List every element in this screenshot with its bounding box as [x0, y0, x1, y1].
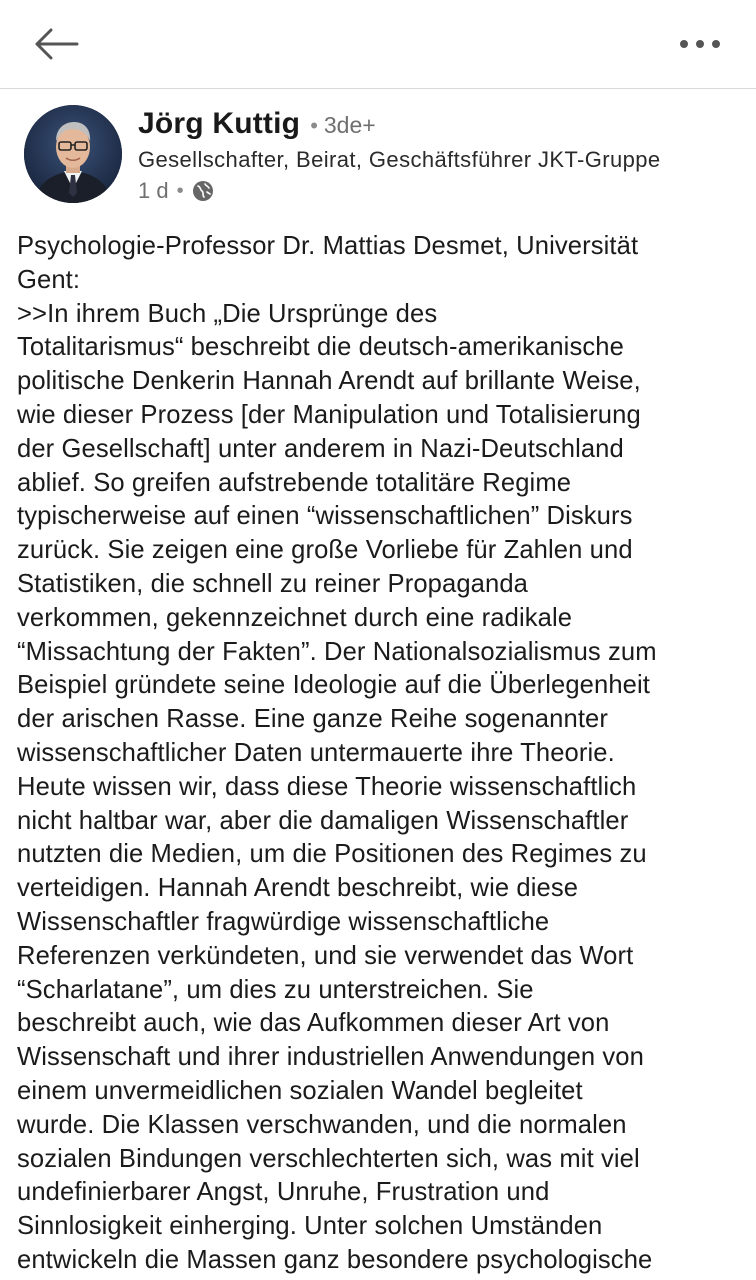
- post-time: 1 d: [138, 178, 169, 203]
- back-button[interactable]: [28, 22, 84, 66]
- post-header: [0, 89, 756, 219]
- author-line: [138, 107, 376, 147]
- avatar-photo: [24, 105, 122, 203]
- post-body-text: Psychologie-Professor Dr. Mattias Desmet, Universität Gent: >>In ihrem Buch „Die Ursprünge des Totalitarismus“ beschreibt die deutsch-amerikanische politische Denkerin Hannah Arendt auf brillante Weise, wie dieser Prozess [der Manipulation und Totalisierung der Gesellschaft] unter anderem in Nazi-Deutschland ablief. So greifen aufstrebende totalitäre Regime typischerweise auf einen “wissenschaftlichen” Diskurs zurück. Sie zeigen eine große Vorliebe für Zahlen und Statistiken, die schnell zu reiner Propaganda verkommen, gekennzeichnet durch eine radikale “Missachtung der Fakten”. Der Nationalsozialismus zum Beispiel gründete seine Ideologie auf die Überlegenheit der arischen Rasse. Eine ganze Reihe sogenannter wissenschaftlicher Daten untermauerte ihre Theorie. Heute wissen wir, dass diese Theorie wissenschaftlich nicht haltbar war, aber die damaligen Wissenschaftler nutzten die Medien, um die Positionen des Regimes zu verteidigen. Hannah Arendt beschreibt, wie diese Wissenschaftler fragwürdige wissenschaftliche Referenzen verkündeten, und sie verwendet das Wort “Scharlatane”, um dies zu unterstreichen. Sie beschreibt auch, wie das Aufkommen dieser Art von Wissenschaft und ihrer industriellen Anwendungen von einem unvermeidlichen sozialen Wandel begleitet wurde. Die Klassen verschwanden, und die normalen sozialen Bindungen verschlechterten sich, was mit viel undefinierbarer Angst, Unruhe, Frustration und Sinnlosigkeit einherging. Unter solchen Umständen entwickeln die Massen ganz besondere psychologische: [17, 232, 657, 1274]
- separator-dot: •: [176, 179, 184, 202]
- globe-icon: [192, 180, 214, 202]
- more-horizontal-icon: [678, 38, 722, 50]
- separator-dot: •: [310, 113, 318, 138]
- post-meta: [138, 177, 214, 205]
- author-name[interactable]: Jörg Kuttig: [138, 107, 301, 140]
- more-options-button[interactable]: [672, 22, 728, 66]
- author-headline: Gesellschafter, Beirat, Geschäftsführer JKT-Gruppe: [138, 147, 661, 172]
- avatar[interactable]: [24, 105, 122, 203]
- arrow-left-icon: [33, 27, 79, 61]
- connection-degree: 3de+: [323, 112, 376, 138]
- top-bar: [0, 0, 756, 89]
